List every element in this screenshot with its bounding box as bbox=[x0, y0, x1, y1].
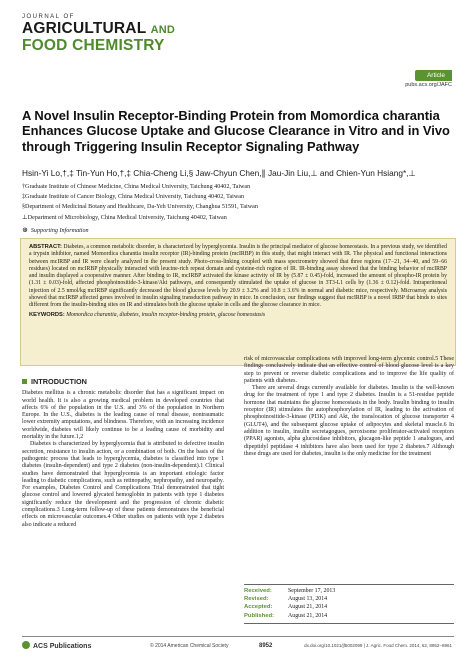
date-row-revised: Revised: August 13, 2014 bbox=[244, 595, 328, 602]
doi-citation-link[interactable]: dx.doi.org/10.1021/jf5002099 | J. Agric. Food Chem. 2014, 62, 8952−8961 bbox=[304, 643, 452, 648]
date-row-accepted: Accepted: August 21, 2014 bbox=[244, 604, 328, 611]
abstract-label: ABSTRACT: bbox=[29, 244, 62, 250]
intro-paragraph-1: Diabetes mellitus is a chronic metabolic disorder that has a significant impact on world health. It is also a growing medical problem in developed countries that affects 6% of the population in the U.S. and 3% of the population in Northern Europe. In the U.S., diabetes is the leading cause of renal disease, nontraumatic lower extremity amputations, and blindness. Therefore, with an increasing incidence worldwide, diabetes will likely continue to be a leading cause of morbidity and mortality in the future.1,2 bbox=[22, 390, 224, 441]
acs-logo-icon bbox=[22, 641, 30, 649]
affiliations bbox=[22, 182, 454, 223]
affiliation-1: †Graduate Institute of Chinese Medicine, China Medical University, Taichung 40402, Taiwan bbox=[22, 184, 251, 190]
publisher-logo: ACS Publications bbox=[22, 641, 91, 650]
publication-dates bbox=[244, 584, 454, 624]
page-number: 8952 bbox=[259, 643, 273, 649]
keywords bbox=[29, 312, 447, 319]
intro-paragraph-2: Diabetes is characterized by hyperglycemia that is attributed to defective insulin secretion, resistance to insulin action, or a combination of both. On the basis of the pathogenic process that leads to hyperglycemia, diabetes is classified into type 1 diabetes (insulin-dependent) and type 2 diabetes (non-insulin-dependent).1 Clinical studies have demonstrated that hyperglycemia is an important etiologic factor leading to diabetic complications, such as retinopathy, nephropathy, and neuropathy. For examples, Diabetes Control and Complications Trial demonstrated that tight glucose control and lowered glycated hemoglobin in patients with type 1 diabetes significantly reduce the development and the progression of chronic diabetic complications.3 Long-term follow-up of these patients demonstrates the beneficial effects on microvascular outcomes.4 Other studies on patients with type 2 diabetes also indicate a reduced bbox=[22, 441, 224, 528]
date-row-received: Received: September 17, 2013 bbox=[244, 587, 336, 594]
keywords-list: Momordica charantia, diabetes, insulin receptor-binding protein, glucose homeostasis bbox=[66, 311, 266, 318]
affiliation-4: ⊥Department of Microbiology, China Medical University, Taichung 40402, Taiwan bbox=[22, 214, 227, 221]
abstract-box bbox=[20, 238, 456, 366]
article-type-badge: Article bbox=[415, 70, 452, 81]
journal-name-line1: AGRICULTURAL AND bbox=[22, 20, 176, 37]
journal-name-line2: FOOD CHEMISTRY bbox=[22, 37, 165, 54]
footer-divider bbox=[22, 636, 454, 637]
affiliation-3: §Department of Medicinal Botany and Healthcare, Da-Yeh University, Changhua 51591, Taiwan bbox=[22, 204, 258, 211]
abstract-text bbox=[29, 244, 447, 310]
supporting-information-link[interactable]: ⊛ Supporting Information bbox=[22, 226, 89, 234]
supporting-info-icon: ⊛ bbox=[22, 226, 28, 234]
journal-url-link[interactable]: pubs.acs.org/JAFC bbox=[405, 82, 452, 88]
affiliation-2: ‡Graduate Institute of Cancer Biology, China Medical University, Taichung 40402, Taiwan bbox=[22, 194, 245, 201]
intro-paragraph-3: risk of microvascular complications with improved long-term glycemic control.5 These findings conclusively indicate that an effective control of blood glucose level is a key step to prevent or reverse diabetic complications and to improve the life quality of patients with diabetes. bbox=[244, 356, 454, 384]
intro-paragraph-4: There are several drugs currently available for diabetes. Insulin is the well-known drug for the treatment of type 1 and type 2 diabetes. Insulin is a 51-residue peptide hormone that maintains the glucose homeostasis in the body. Insulin binding to insulin receptor (IR) stimulates the autophosphorylation of IR, leading to the activation of phosphoinositide-3-kinase (PI3K) and Akt, the translocation of glucose transporter 4 (GLUT4), and the subsequent glucose uptake of adipocytes and skeletal muscle.6 In addition to insulin, insulin secretagogues, peroxisome proliferator-activated receptors (PPAR) agonists, alpha glucosidase inhibitors, glucagon-like peptide 1 analogues, and dipeptidyl peptidase 4 inhibitors have also been used for type 2 diabetes.7 Although these drugs are used for diabetes, insulin is the only medicine for the treatment bbox=[244, 385, 454, 457]
keywords-label: KEYWORDS: bbox=[29, 311, 65, 318]
body-column-left bbox=[22, 378, 224, 529]
author-list: Hsin-Yi Lo,†,‡ Tin-Yun Ho,†,‡ Chia-Cheng Li,§ Jaw-Chyun Chen,∥ Jau-Jin Liu,⊥ and Chien-Yun Hsiang*,⊥ bbox=[22, 168, 416, 178]
copyright-notice: © 2014 American Chemical Society bbox=[150, 643, 229, 649]
article-title: A Novel Insulin Receptor-Binding Protein from Momordica charantia Enhances Glucose Uptake and Glucose Clearance in Vitro and in Vivo through Triggering Insulin Receptor Signaling Pathway bbox=[22, 108, 450, 154]
journal-of-label: JOURNAL OF bbox=[22, 14, 75, 20]
section-marker-icon bbox=[22, 379, 27, 384]
introduction-heading: INTRODUCTION bbox=[22, 378, 224, 385]
abstract-body: Diabetes, a common metabolic disorder, is characterized by hyperglycemia. Insulin is the principal mediator of glucose homeostasis. In a previous study, we identified a trypsin inhibitor, named Momordica charantia insulin receptor (IR)-binding protein (mcIRBP) in this study, that might interact with IR. The physical and functional interactions between mcIRBP and IR were clearly analyzed in the present study. Photo-cross-linking coupled with mass spectrometry showed that three regions (17−21, 34−40, and 59−66 residues) located on mcIRBP physically interacted with leucine-rich repeat domain and cysteine-rich region of IR. IR-binding assay showed that the binding behavior of mcIRBP and insulin displayed a cooperative manner. After binding to IR, mcIRBP activated the kinase activity of IR by (5.87 ± 0.45)-fold, increased the amount of phospho-IR protein by (1.31 ± 0.03)-fold, affected phosphoinositide-3-kinase/Akt pathways, and consequently stimulated the uptake of glucose in 3T3-L1 cells by (1.36 ± 0.12)-fold. Intraperitoneal injection of 2.5 nmol/kg mcIRBP significantly decreased the blood glucose levels by 20.9 ± 3.2% and 10.8 ± 3.6% in normal and diabetic mice, respectively. Microarray analysis showed that mcIRBP affected genes involved in insulin signaling transduction pathway in mice. In conclusion, our findings suggest that mcIRBP is a novel IRBP that binds to sites different from the insulin-binding sites on IR and stimulates both the glucose uptake in cells and the glucose clearance in mice. bbox=[29, 244, 447, 309]
date-row-published: Published: August 21, 2014 bbox=[244, 612, 328, 619]
body-column-right bbox=[244, 356, 454, 458]
